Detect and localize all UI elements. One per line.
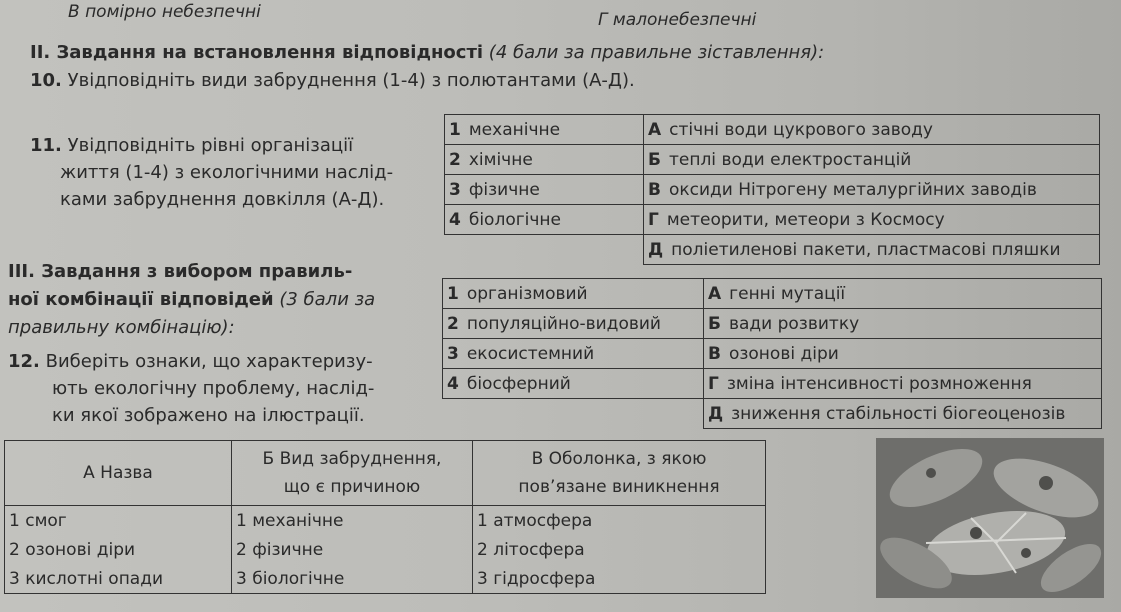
question-11: 11. Увідповідніть рівні організації життя (1-4) з екологічними наслід- ками забруднення довкілля (А-Д). [30, 135, 394, 210]
table-pollution-types [444, 114, 1100, 265]
section-3-heading: III. Завдання з вибором правиль- ної комбінації відповідей (3 бали за правильну комбінацію): [8, 261, 376, 338]
header-a: А Назва [5, 441, 232, 506]
table-cell: 2 літосфера [473, 535, 766, 564]
table-answer-options [4, 440, 766, 594]
table-cell: Д зниження стабільності біогеоценозів [704, 399, 1102, 429]
table-cell-empty [443, 399, 704, 429]
table-cell: 1 механічне [232, 506, 473, 536]
table-cell: 3 кислотні опади [5, 564, 232, 594]
table-cell: 2 хімічне [445, 145, 644, 175]
table-cell: В озонові діри [704, 339, 1102, 369]
table-cell: 4 біологічне [445, 205, 644, 235]
table-cell: 2 фізичне [232, 535, 473, 564]
table-cell: А стічні води цукрового заводу [644, 115, 1100, 145]
question-10: 10. Увідповідніть види забруднення (1-4) з полютантами (А-Д). [30, 70, 635, 91]
table-cell: Б теплі води електростанцій [644, 145, 1100, 175]
table-cell: 3 екосистемний [443, 339, 704, 369]
table-cell: 1 механічне [445, 115, 644, 145]
table-cell: А генні мутації [704, 279, 1102, 309]
table-cell-empty [445, 235, 644, 265]
question-12: 12. Виберіть ознаки, що характеризу- ють екологічну проблему, наслід- ки якої зображено на ілюстрації. [8, 351, 375, 426]
header-c: В Оболонка, з якою пов’язане виникнення [473, 441, 766, 506]
table-cell: 1 організмовий [443, 279, 704, 309]
table-cell: Г зміна інтенсивності розмноження [704, 369, 1102, 399]
table-cell: 2 популяційно-видовий [443, 309, 704, 339]
leaf-photo-icon [876, 438, 1104, 598]
header-b: Б Вид забруднення, що є причиною [232, 441, 473, 506]
option-v: В помірно небезпечні [68, 2, 261, 22]
option-g: Г малонебезпечні [598, 10, 757, 30]
table-cell: Д поліетиленові пакети, пластмасові пляшки [644, 235, 1100, 265]
table-cell: В оксиди Нітрогену металургійних заводів [644, 175, 1100, 205]
table-cell: 3 фізичне [445, 175, 644, 205]
table-cell: Б вади розвитку [704, 309, 1102, 339]
table-life-levels [442, 278, 1102, 429]
table-cell: 3 гідросфера [473, 564, 766, 594]
table-cell: 3 біологічне [232, 564, 473, 594]
table-cell: 2 озонові діри [5, 535, 232, 564]
table-cell: 1 смог [5, 506, 232, 536]
table-cell: 4 біосферний [443, 369, 704, 399]
table-cell: 1 атмосфера [473, 506, 766, 536]
section-2-heading: II. Завдання на встановлення відповідності (4 бали за правильне зіставлення): [30, 42, 825, 63]
table-cell: Г метеорити, метеори з Космосу [644, 205, 1100, 235]
